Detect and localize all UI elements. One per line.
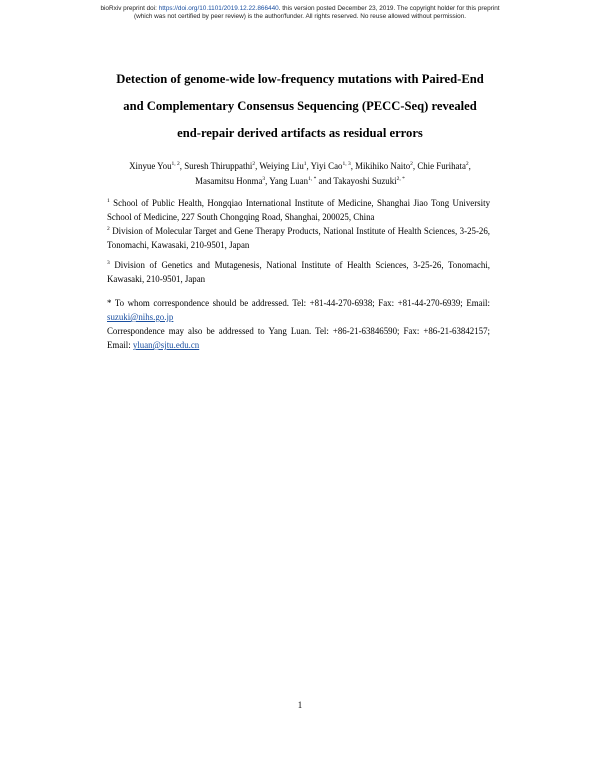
author: Xinyue You$^{1, 2}$ — [129, 161, 180, 171]
preprint-suffix: . this version posted December 23, 2019. The copyright holder for this preprint — [278, 5, 500, 12]
title-line-2: and Complementary Consensus Sequencing (PECC-Seq) revealed — [123, 99, 477, 113]
affiliation-number: 2 — [107, 226, 110, 233]
email-link-luan[interactable]: yluan@sjtu.edu.cn — [132, 340, 200, 350]
paper-title — [70, 66, 530, 147]
preprint-header — [0, 5, 600, 21]
email-link-suzuki[interactable]: suzuki@nihs.go.jp — [107, 312, 174, 322]
preprint-prefix: bioRxiv preprint doi: — [100, 5, 159, 12]
affiliation-text: Division of Molecular Target and Gene Therapy Products, National Institute of Health Sciences, 3-25-26, Tonomachi, Kawasaki, 210-9501, Japan — [107, 226, 490, 250]
author: Suresh Thiruppathi$^2$ — [184, 161, 256, 171]
affiliation-number: 3 — [107, 260, 110, 267]
doi-link[interactable]: https://doi.org/10.1101/2019.12.22.866440 — [158, 5, 279, 12]
author-list — [70, 159, 530, 189]
affiliation-number: 1 — [107, 198, 110, 205]
affiliation-1 — [107, 196, 490, 224]
title-line-1: Detection of genome-wide low-frequency mutations with Paired-End — [116, 72, 484, 86]
author: Masamitsu Honma$^3$ — [195, 176, 266, 186]
affiliation-text: School of Public Health, Hongqiao International Institute of Medicine, Shanghai Jiao Tong University School of Medicine, 227 South Chongqing Road, Shanghai, 200025, China — [107, 198, 491, 222]
affiliation-2 — [107, 224, 490, 252]
correspondence-primary — [107, 296, 490, 324]
author-line-1: Xinyue You$^{1, 2}$, Suresh Thiruppathi$^2$, Weiying Liu$^1$, Yiyi Cao$^{1, 3}$, Mikihiko Naito$^2$, Chie Furihata$^2$, — [129, 161, 471, 171]
correspondence-secondary — [107, 324, 490, 352]
affiliation-3 — [107, 258, 490, 286]
correspondence-text-1: * To whom correspondence should be addressed. Tel: +81-44-270-6938; Fax: +81-44-270-6939; Email: — [107, 298, 490, 308]
affiliation-text: Division of Genetics and Mutagenesis, National Institute of Health Sciences, 3-25-26, Tonomachi, Kawasaki, 210-9501, Japan — [107, 260, 491, 284]
author-line-2: Masamitsu Honma$^3$, Yang Luan$^{1, *}$ and Takayoshi Suzuki$^{2, *}$ — [195, 176, 405, 186]
author: Takayoshi Suzuki$^{2, *}$ — [333, 176, 405, 186]
author: Weiying Liu$^1$ — [259, 161, 307, 171]
preprint-line-2: (which was not certified by peer review) is the author/funder. All rights reserved. No reuse allowed without permission. — [133, 13, 467, 20]
correspondence-text-2: Correspondence may also be addressed to Yang Luan. Tel: +86-21-63846590; Fax: +86-21-63842157; Email: — [107, 326, 490, 350]
author: Yiyi Cao$^{1, 3}$ — [310, 161, 351, 171]
preprint-line-1 — [0, 5, 600, 13]
title-line-3: end-repair derived artifacts as residual errors — [177, 126, 423, 140]
author: Chie Furihata$^2$ — [417, 161, 469, 171]
page-number: 1 — [297, 700, 303, 710]
author: Yang Luan$^{1, *}$ — [269, 176, 317, 186]
author: Mikihiko Naito$^2$ — [355, 161, 413, 171]
